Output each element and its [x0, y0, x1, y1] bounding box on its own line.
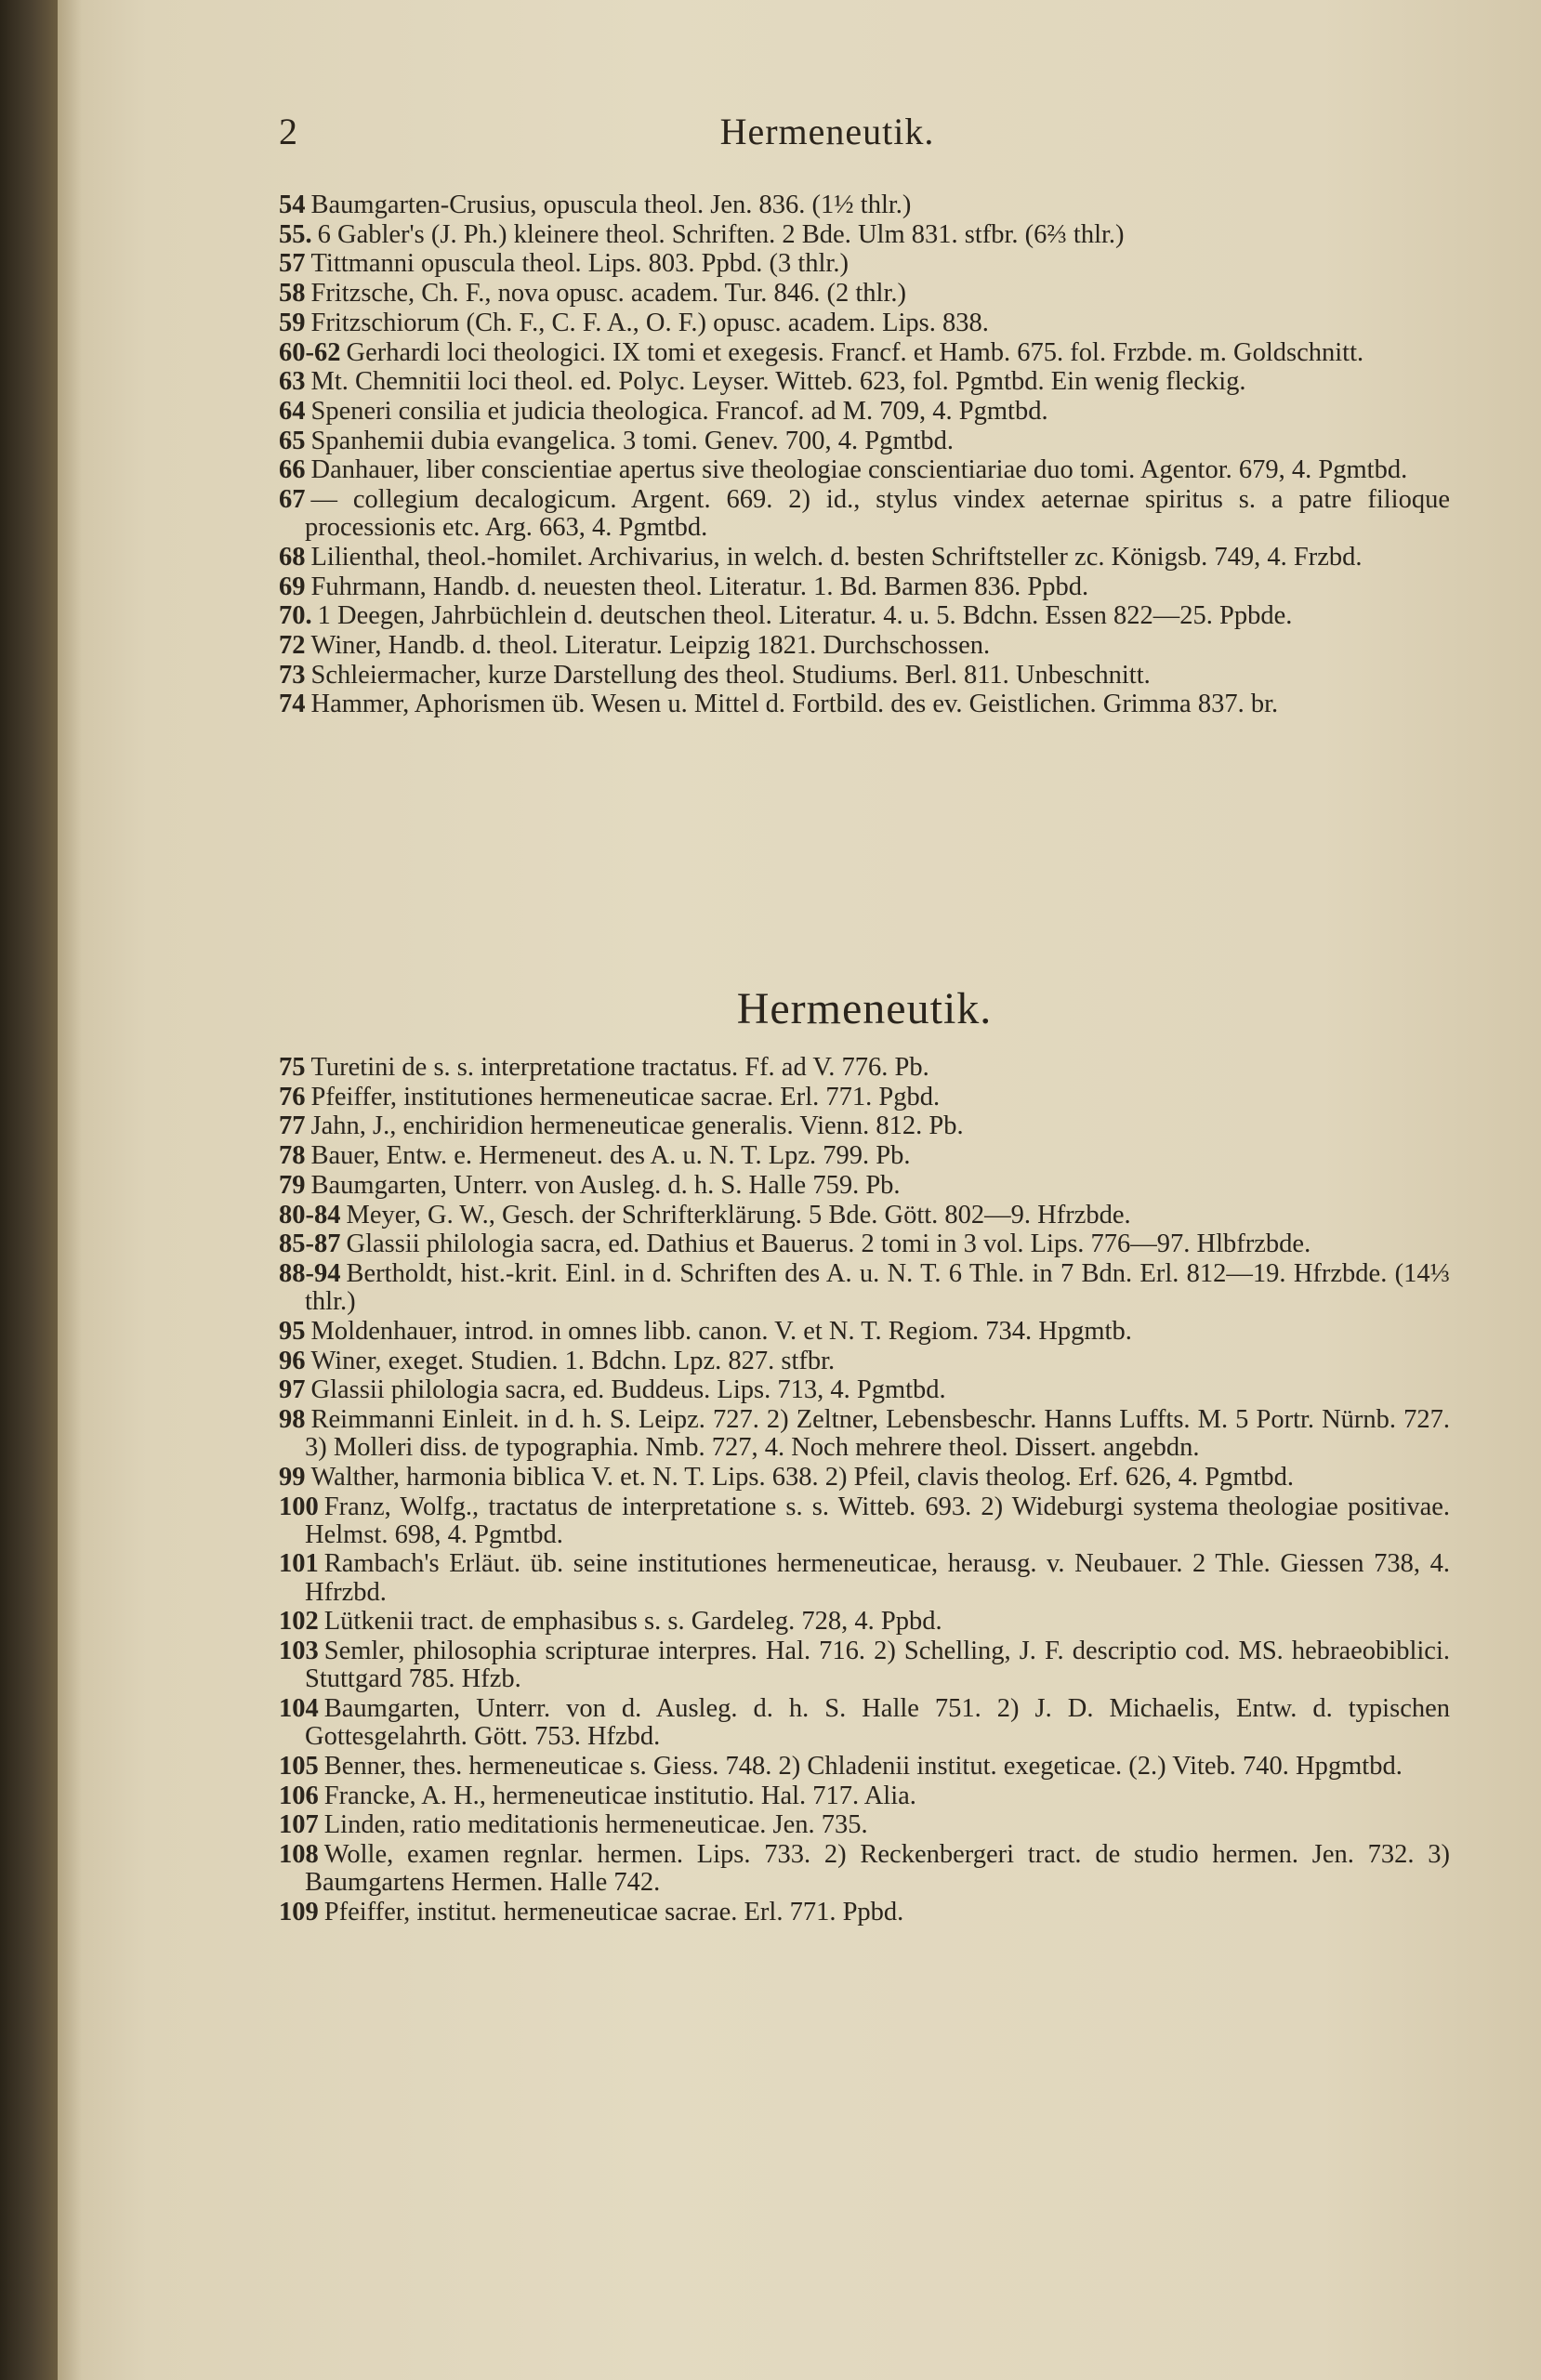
entry-text: Franz, Wolfg., tractatus de interpretatione s. s. Witteb. 693. 2) Wideburgi systema theologiae positivae. Helmst. 698, 4. Pgmtbd.	[305, 1492, 1450, 1549]
entry-text: Fuhrmann, Handb. d. neuesten theol. Literatur. 1. Bd. Barmen 836. Ppbd.	[310, 572, 1089, 601]
catalog-entry	[279, 1695, 1450, 1751]
catalog-entry	[279, 1142, 1450, 1170]
running-title: Hermeneutik.	[719, 111, 935, 152]
entry-text: Fritzsche, Ch. F., nova opusc. academ. Tur. 846. (2 thlr.)	[310, 279, 906, 309]
entry-text: Jahn, J., enchiridion hermeneuticae generalis. Vienn. 812. Pb.	[310, 1111, 964, 1141]
entry-text: Meyer, G. W., Gesch. der Schrifterklärung. 5 Bde. Gött. 802—9. Hfrzbde.	[346, 1200, 1131, 1229]
entry-text: Gerhardi loci theologici. IX tomi et exegesis. Francf. et Hamb. 675. fol. Frzbde. m. Goldschnitt.	[346, 337, 1364, 367]
catalog-entry	[279, 427, 1450, 455]
entry-number: 68	[279, 542, 306, 572]
entry-number: 102	[279, 1607, 319, 1637]
entry-text: Spanhemii dubia evangelica. 3 tomi. Genev. 700, 4. Pgmtbd.	[310, 426, 955, 455]
entry-number: 97	[279, 1375, 306, 1405]
entry-text: Tittmanni opuscula theol. Lips. 803. Ppbd. (3 thlr.)	[310, 249, 849, 279]
entry-text: 1 Deegen, Jahrbüchlein d. deutschen theol. Literatur. 4. u. 5. Bdchn. Essen 822—25. Ppbde.	[317, 601, 1293, 631]
catalog-entry	[279, 456, 1450, 484]
entry-number: 106	[279, 1781, 319, 1810]
catalog-entry	[279, 1811, 1450, 1839]
catalog-entry	[279, 573, 1450, 601]
entry-number: 66	[279, 455, 306, 485]
entry-number: 65	[279, 426, 306, 455]
entry-number: 99	[279, 1462, 306, 1492]
entry-number: 88-94	[279, 1258, 341, 1288]
entry-text: Baumgarten-Crusius, opuscula theol. Jen. 836. (1½ thlr.)	[310, 191, 912, 219]
catalog-entry	[279, 309, 1450, 337]
entry-text: Mt. Chemnitii loci theol. ed. Polyc. Leyser. Witteb. 623, fol. Pgmtbd. Ein wenig fleckig.	[310, 367, 1246, 397]
entry-number: 74	[279, 690, 306, 719]
catalog-entry	[279, 280, 1450, 308]
entry-text: Lilienthal, theol.-homilet. Archivarius, in welch. d. besten Schriftsteller zc. Königsb. 749, 4. Frzbd.	[310, 542, 1363, 572]
page-fold-shadow	[58, 0, 82, 2380]
entry-number: 76	[279, 1082, 306, 1111]
entry-text: Danhauer, liber conscientiae apertus sive theologiae conscientiariae duo tomi. Agentor. 679, 4. Pgmtbd.	[310, 455, 1408, 485]
entry-number: 67	[279, 485, 306, 515]
entry-number: 96	[279, 1346, 306, 1375]
entry-number: 108	[279, 1839, 319, 1869]
entry-list-top	[279, 191, 1450, 720]
catalog-entry	[279, 1230, 1450, 1258]
entry-text: Reimmanni Einleit. in d. h. S. Leipz. 727. 2) Zeltner, Lebensbeschr. Hanns Luffts. M. 5 Portr. Nürnb. 727. 3) Molleri diss. de typographia. Nmb. 727, 4. Noch mehrere theol. Dissert. angebdn.	[305, 1404, 1450, 1463]
entry-number: 54	[279, 191, 306, 219]
entry-number: 59	[279, 308, 306, 337]
entry-text: Bauer, Entw. e. Hermeneut. des A. u. N. T. Lpz. 799. Pb.	[310, 1141, 911, 1171]
entry-text: Turetini de s. s. interpretatione tractatus. Ff. ad V. 776. Pb.	[310, 1053, 929, 1082]
entry-number: 79	[279, 1170, 306, 1200]
book-binding-edge	[0, 0, 58, 2380]
entry-number: 64	[279, 396, 306, 426]
entry-number: 78	[279, 1141, 306, 1171]
entry-text: — collegium decalogicum. Argent. 669. 2) id., stylus vindex aeternae spiritus s. a patre filioque processionis etc. Arg. 663, 4. Pgmtbd.	[305, 485, 1450, 543]
entry-list-hermeneutik	[279, 1054, 1450, 1928]
entry-number: 98	[279, 1404, 306, 1434]
page-header	[214, 110, 1441, 156]
entry-number: 57	[279, 249, 306, 279]
entry-text: Schleiermacher, kurze Darstellung des theol. Studiums. Berl. 811. Unbeschnitt.	[310, 660, 1151, 690]
catalog-entry	[279, 221, 1450, 249]
entry-text: Benner, thes. hermeneuticae s. Giess. 748. 2) Chladenii institut. exegeticae. (2.) Viteb. 740. Hpgmtbd.	[323, 1751, 1403, 1781]
entry-text: Semler, philosophia scripturae interpres. Hal. 716. 2) Schelling, J. F. descriptio cod. MS. hebraeobiblici. Stuttgard 785. Hfzb.	[305, 1637, 1450, 1694]
catalog-entry	[279, 632, 1450, 660]
entry-number: 69	[279, 572, 306, 601]
catalog-entry	[279, 1753, 1450, 1781]
catalog-entry	[279, 1899, 1450, 1926]
entry-text: Speneri consilia et judicia theologica. Francof. ad M. 709, 4. Pgmtbd.	[310, 396, 1048, 426]
entry-number: 105	[279, 1751, 319, 1781]
entry-number: 58	[279, 279, 306, 309]
entry-number: 109	[279, 1897, 319, 1926]
catalog-entry	[279, 1376, 1450, 1404]
catalog-entry	[279, 339, 1450, 367]
entry-text: Lütkenii tract. de emphasibus s. s. Gardeleg. 728, 4. Ppbd.	[323, 1607, 942, 1637]
entry-text: Linden, ratio meditationis hermeneuticae. Jen. 735.	[323, 1810, 868, 1840]
entry-text: Moldenhauer, introd. in omnes libb. canon. V. et N. T. Regiom. 734. Hpgmtb.	[310, 1316, 1132, 1346]
catalog-entry	[279, 368, 1450, 396]
entry-text: Pfeiffer, institut. hermeneuticae sacrae. Erl. 771. Ppbd.	[323, 1897, 904, 1926]
catalog-entry	[279, 1464, 1450, 1492]
entry-number: 55.	[279, 219, 312, 249]
catalog-entry	[279, 1112, 1450, 1140]
catalog-entry	[279, 1348, 1450, 1375]
section-heading: Hermeneutik.	[736, 984, 993, 1033]
entry-text: Pfeiffer, institutiones hermeneuticae sacrae. Erl. 771. Pgbd.	[310, 1082, 941, 1111]
entry-text: 6 Gabler's (J. Ph.) kleinere theol. Schriften. 2 Bde. Ulm 831. stfbr. (6⅔ thlr.)	[317, 219, 1125, 249]
catalog-entry	[279, 1637, 1450, 1693]
catalog-entry	[279, 486, 1450, 542]
entry-number: 100	[279, 1492, 319, 1521]
entry-text: Fritzschiorum (Ch. F., C. F. A., O. F.) opusc. academ. Lips. 838.	[310, 308, 989, 337]
entry-text: Bertholdt, hist.-krit. Einl. in d. Schriften des A. u. N. T. 6 Thle. in 7 Bdn. Erl. 812—19. Hfrzbde. (14⅓ thlr.)	[305, 1258, 1450, 1317]
entry-text: Hammer, Aphorismen üb. Wesen u. Mittel d. Fortbild. des ev. Geistlichen. Grimma 837. br.	[310, 690, 1279, 719]
entry-text: Baumgarten, Unterr. von d. Ausleg. d. h. S. Halle 751. 2) J. D. Michaelis, Entw. d. typischen Gottesgelahrth. Gött. 753. Hfzbd.	[305, 1693, 1450, 1752]
entry-number: 103	[279, 1637, 319, 1666]
catalog-entry	[279, 1841, 1450, 1897]
catalog-entry	[279, 1550, 1450, 1606]
catalog-entry	[279, 1493, 1450, 1549]
catalog-entry	[279, 250, 1450, 278]
catalog-entry	[279, 398, 1450, 426]
catalog-entry	[279, 544, 1450, 572]
entry-number: 80-84	[279, 1200, 341, 1229]
entry-text: Winer, Handb. d. theol. Literatur. Leipzig 1821. Durchschossen.	[310, 631, 991, 661]
entry-number: 72	[279, 631, 306, 661]
entry-text: Wolle, examen regnlar. hermen. Lips. 733. 2) Reckenbergeri tract. de studio hermen. Jen. 732. 3) Baumgartens Hermen. Halle 742.	[305, 1839, 1450, 1898]
entry-text: Baumgarten, Unterr. von Ausleg. d. h. S. Halle 759. Pb.	[310, 1170, 901, 1200]
entry-text: Glassii philologia sacra, ed. Dathius et Bauerus. 2 tomi in 3 vol. Lips. 776—97. Hlbfrzbde.	[346, 1229, 1311, 1259]
entry-text: Rambach's Erläut. üb. seine institutiones hermeneuticae, herausg. v. Neubauer. 2 Thle. Giessen 738, 4. Hfrzbd.	[305, 1549, 1450, 1607]
catalog-entry	[279, 602, 1450, 630]
catalog-entry	[279, 1406, 1450, 1462]
page-number: 2	[279, 111, 297, 152]
catalog-entry	[279, 1054, 1450, 1082]
entry-number: 104	[279, 1693, 319, 1723]
catalog-entry	[279, 662, 1450, 690]
catalog-entry	[279, 1202, 1450, 1229]
entry-number: 75	[279, 1053, 306, 1082]
catalog-entry	[279, 191, 1450, 219]
catalog-entry	[279, 1172, 1450, 1200]
entry-text: Francke, A. H., hermeneuticae institutio. Hal. 717. Alia.	[323, 1781, 916, 1810]
catalog-entry	[279, 1608, 1450, 1636]
entry-number: 70.	[279, 601, 312, 631]
catalog-entry	[279, 1782, 1450, 1810]
entry-number: 73	[279, 660, 306, 690]
catalog-entry	[279, 1084, 1450, 1111]
entry-text: Glassii philologia sacra, ed. Buddeus. Lips. 713, 4. Pgmtbd.	[310, 1375, 946, 1405]
entry-number: 107	[279, 1810, 319, 1840]
entry-number: 63	[279, 367, 306, 397]
entry-text: Winer, exeget. Studien. 1. Bdchn. Lpz. 827. stfbr.	[310, 1346, 836, 1375]
entry-number: 85-87	[279, 1229, 341, 1259]
catalog-entry	[279, 1318, 1450, 1346]
entry-text: Walther, harmonia biblica V. et. N. T. Lips. 638. 2) Pfeil, clavis theolog. Erf. 626, 4. Pgmtbd.	[310, 1462, 1295, 1492]
entry-number: 101	[279, 1549, 319, 1579]
entry-number: 95	[279, 1316, 306, 1346]
catalog-entry	[279, 1260, 1450, 1316]
catalog-entry	[279, 690, 1450, 718]
entry-number: 77	[279, 1111, 306, 1141]
entry-number: 60-62	[279, 337, 341, 367]
